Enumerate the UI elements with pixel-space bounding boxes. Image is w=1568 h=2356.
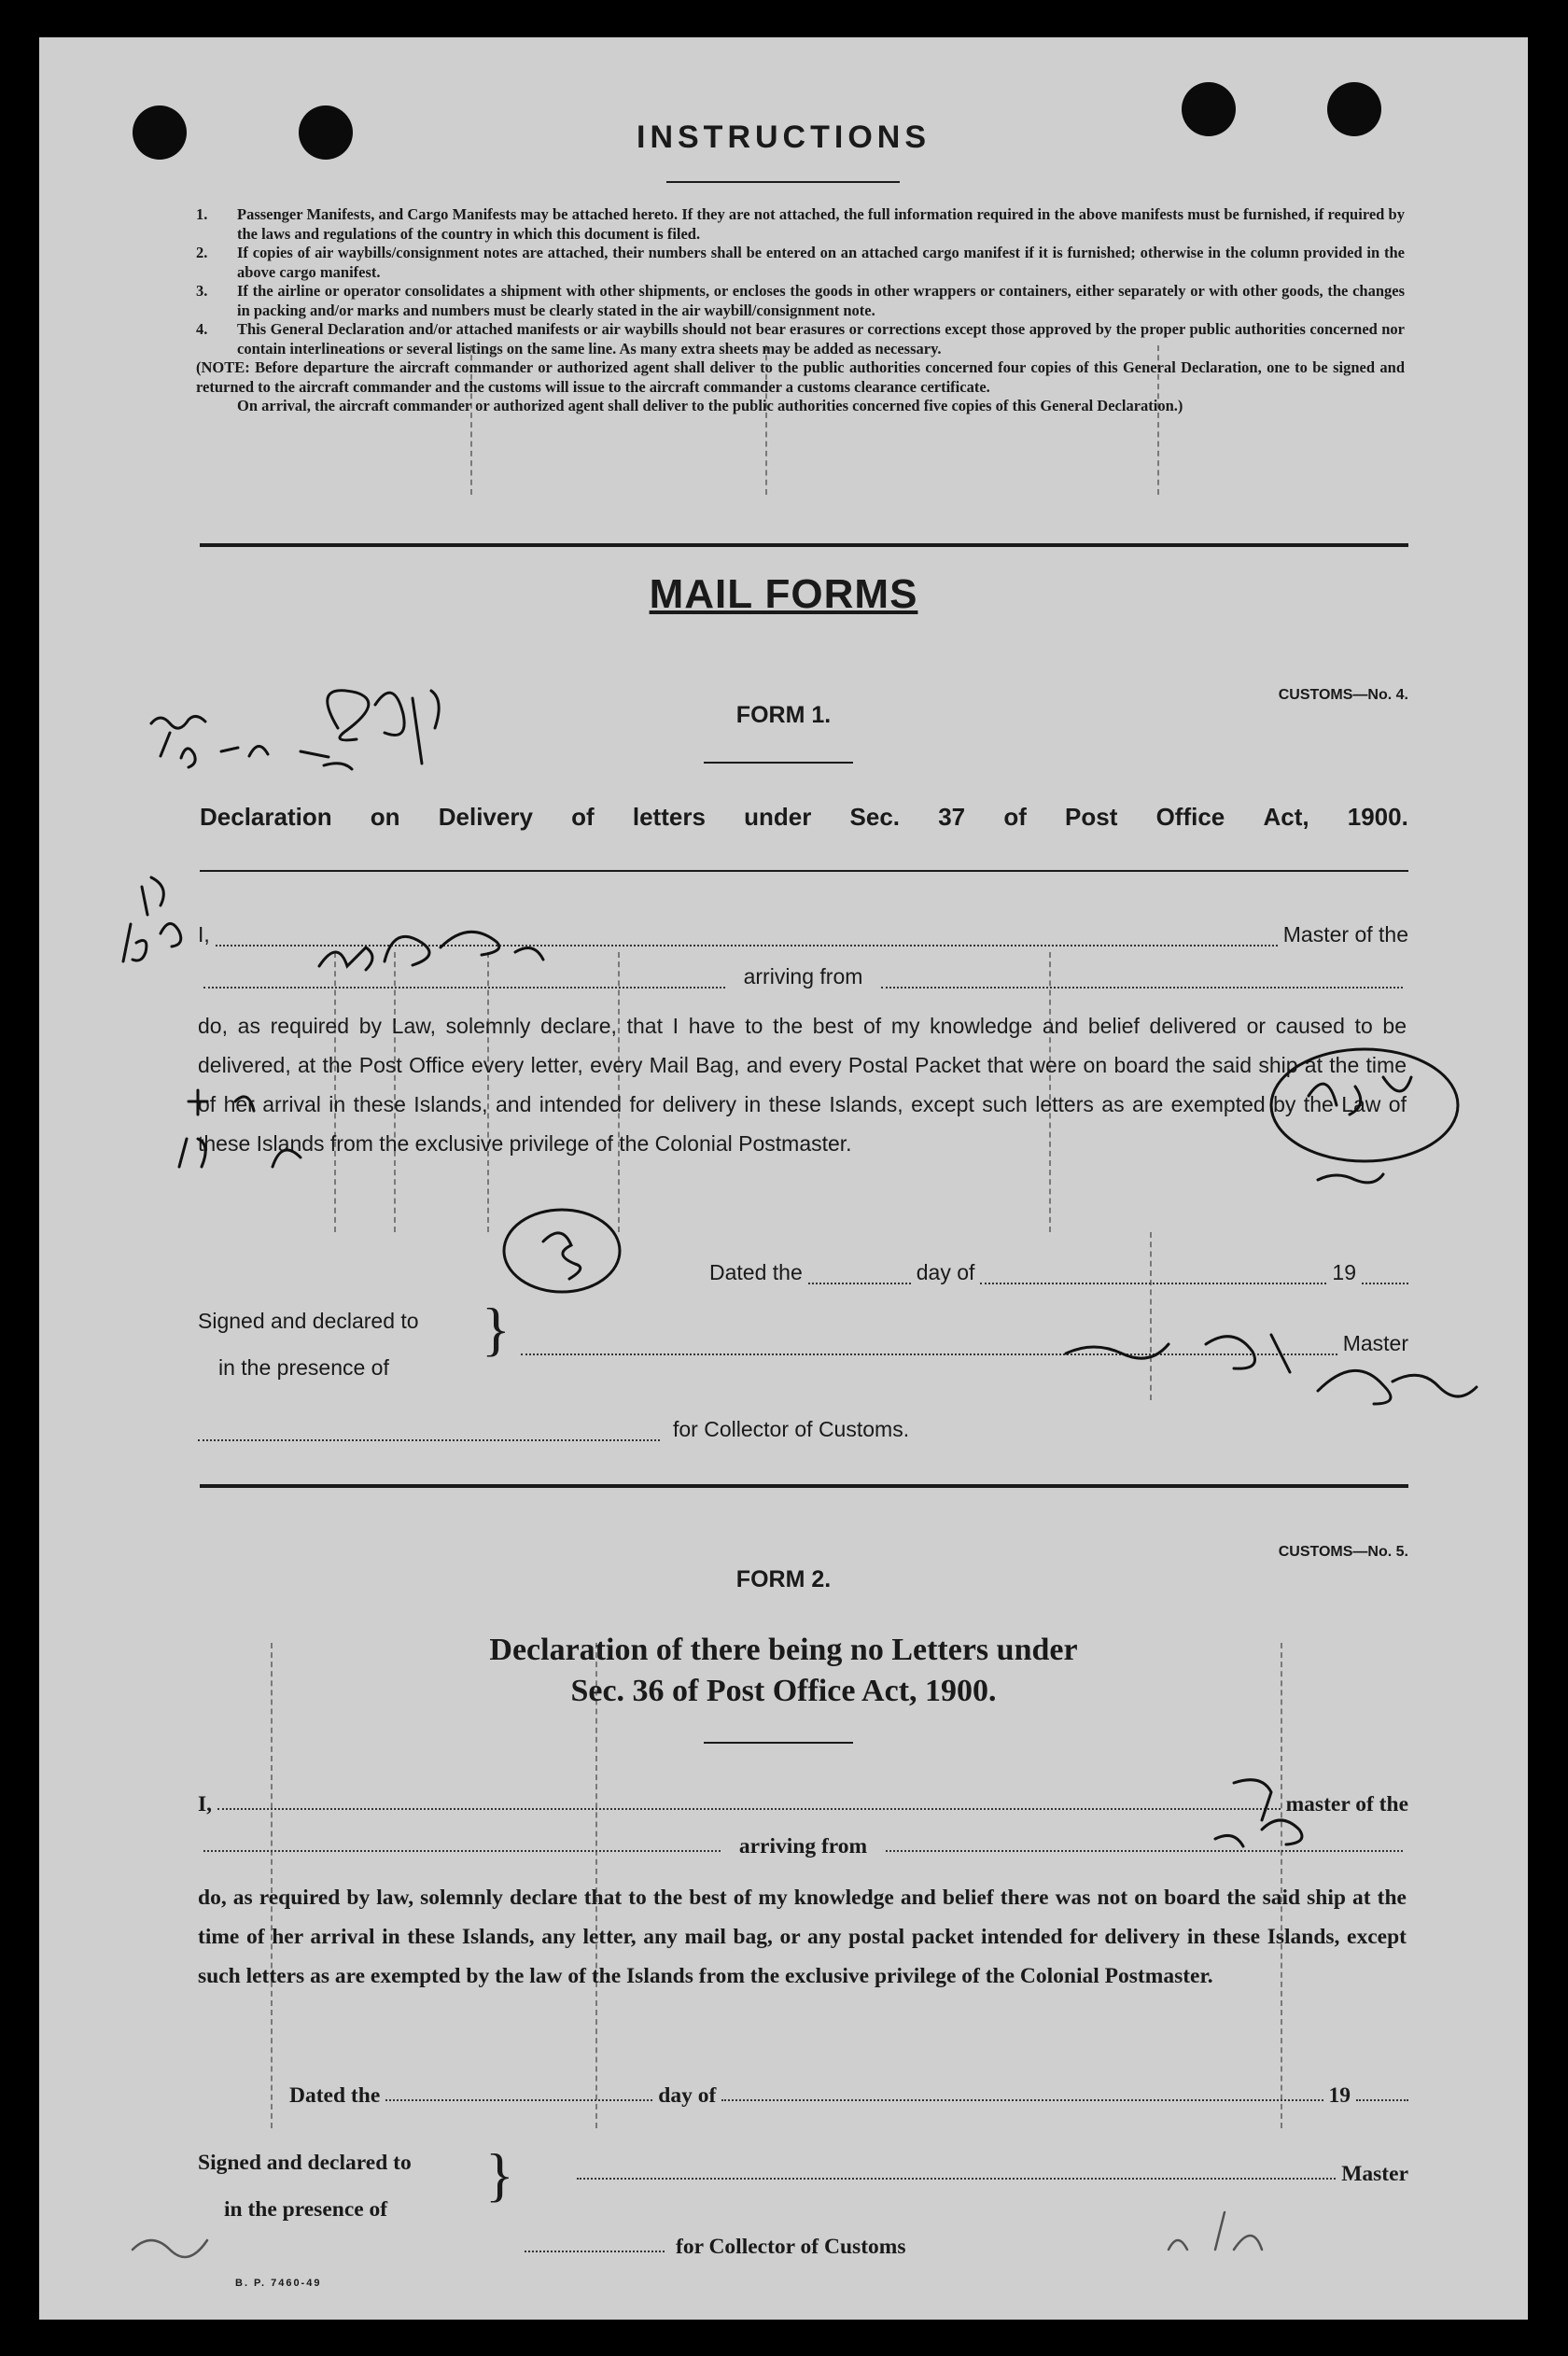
print-code: B. P. 7460-49 (235, 2278, 322, 2289)
form2-master-name-field[interactable] (217, 1808, 1281, 1810)
form1-title-underline (704, 762, 853, 764)
form2-master-of-label: master of the (1285, 1792, 1408, 1816)
form1-date-year-field[interactable] (1362, 1283, 1408, 1284)
form1-collector-signature-field[interactable] (198, 1439, 660, 1441)
heading-word: Declaration (200, 803, 332, 831)
form2-date-month-field[interactable] (721, 2099, 1323, 2101)
form2-date-day-field[interactable] (385, 2099, 652, 2101)
form2-master-signature-field[interactable] (577, 2178, 1336, 2180)
form2-title: FORM 2. (735, 1566, 832, 1592)
instruction-item (196, 244, 1405, 282)
form2-heading-underline (704, 1742, 853, 1744)
handwritten-form2-presence (95, 2194, 1309, 2278)
instructions-title: INSTRUCTIONS (637, 119, 931, 155)
mail-forms-title: MAIL FORMS (649, 571, 918, 617)
instruction-text: This General Declaration and/or attached manifests or air waybills should not bear erasures or corrections except those approved by the proper public authorities concerned nor contain interlineations or several listings on the same line. As many extra sheets may be added as necessary. (237, 320, 1405, 358)
form2-body-text: do, as required by law, solemnly declare that to the best of my knowledge and belief there was not on board the said ship at the time of her arrival in these Islands, any letter, any mail bag, or any postal packet intended for delivery in these Islands, except such letters as are exempted by the law of the Islands from the exclusive privilege of the Colonial Postmaster. (198, 1886, 1407, 1988)
form2-presence-label: in the presence of (224, 2197, 388, 2222)
heading-word: Post (1065, 803, 1118, 831)
instruction-number: 1. (196, 205, 208, 223)
handwritten-circled-number (1253, 1031, 1477, 1199)
form2-signed-label: Signed and declared to (198, 2151, 412, 2175)
form1-collector-label: for Collector of Customs. (673, 1417, 910, 1441)
form1-master-of-label: Master of the (1282, 922, 1408, 947)
form2-i-label: I, (198, 1792, 213, 1816)
form2-heading-line2: Sec. 36 of Post Office Act, 1900. (570, 1674, 997, 1708)
heading-word: Act, (1263, 803, 1309, 831)
form1-body-text: do, as required by Law, solemnly declare, that I have to the best of my knowledge and belief delivered or caused to be delivered, at the Post Office every letter, every Mail Bag, and every Postal Packet that were on board the said ship at the time of her arrival in these Islands, and intended for delivery in these Islands, except such letters as are exempted by the Law of these Islands from the exclusive privilege of the Colonial Postmaster. (198, 1014, 1407, 1156)
heading-word: of (571, 803, 595, 831)
form2-date-year-field[interactable] (1356, 2099, 1408, 2101)
form1-ship-name-field[interactable] (203, 987, 725, 989)
form1-signed-label: Signed and declared to (198, 1309, 419, 1333)
instruction-text: If the airline or operator consolidates a shipment with other shipments, or encloses the goods in other wrappers or containers, either separately or with other goods, the changes in packing and/or marks and numbers must be clearly stated in the air waybill/consignment note. (237, 282, 1405, 319)
form1-date-day-field[interactable] (808, 1283, 911, 1284)
section-divider (200, 543, 1408, 547)
form2-dated-line (289, 2083, 1408, 2109)
form2-master-label: Master (1341, 2162, 1408, 2186)
form2-customs-number: CUSTOMS—No. 5. (1278, 1544, 1408, 1560)
handwritten-margin-notes (161, 1064, 329, 1223)
form-divider (200, 1484, 1408, 1488)
form1-year-label: 19 (1332, 1260, 1356, 1284)
form2-arriving-from-label: arriving from (738, 1834, 868, 1858)
handwritten-master-name (105, 859, 590, 980)
form2-master-sign-line (571, 2162, 1408, 2187)
instruction-note-arrival: On arrival, the aircraft commander or authorized agent shall deliver to the public authorities concerned five copies of this General Declaration.) (237, 397, 1183, 414)
instruction-note: (NOTE: Before departure the aircraft commander or authorized agent shall deliver to the public authorities concerned four copies of this General Declaration, one to be signed and returned to the aircraft commander and the customs will issue to the aircraft commander a customs clearance certificate. (196, 358, 1405, 396)
heading-word: Office (1155, 803, 1225, 831)
heading-word: of (1003, 803, 1027, 831)
handwritten-form2-master (1197, 1755, 1346, 1867)
form1-origin-field[interactable] (881, 987, 1403, 989)
heading-word: Sec. (849, 803, 901, 831)
form1-signed-block (198, 1297, 419, 1391)
form1-brace: } (482, 1296, 511, 1362)
form1-day-of-label: day of (916, 1260, 975, 1284)
instruction-text: Passenger Manifests, and Cargo Manifests may be attached hereto. If they are not attached, the full information required in the above manifests must be furnished, if required by the laws and regulations of the country in which this document is filed. (237, 205, 1405, 243)
instruction-item (196, 282, 1405, 320)
handwritten-number-annotation (133, 653, 543, 793)
heading-word: Delivery (438, 803, 533, 831)
form1-customs-number: CUSTOMS—No. 4. (1278, 687, 1408, 703)
instruction-item (196, 205, 1405, 244)
form2-dated-the-label: Dated the (289, 2083, 381, 2108)
form2-heading-line1: Declaration of there being no Letters under (489, 1633, 1078, 1667)
instructions-title-underline (666, 181, 900, 183)
heading-word: letters (632, 803, 706, 831)
instruction-number: 4. (196, 320, 208, 338)
instruction-text: If copies of air waybills/consignment notes are attached, their numbers shall be entered on an attached cargo manifest if it is furnished; otherwise in the column provided in the above cargo manifest. (237, 244, 1405, 281)
instruction-item (196, 320, 1405, 358)
form1-master-label: Master (1342, 1331, 1408, 1355)
form1-presence-label: in the presence of (218, 1355, 389, 1380)
handwritten-circled-digit (487, 1195, 646, 1307)
form1-date-month-field[interactable] (980, 1283, 1326, 1284)
instructions-list (196, 205, 1405, 416)
form1-arriving-from-label: arriving from (743, 964, 863, 989)
form1-title: FORM 1. (735, 702, 832, 728)
form1-i-label: I, (198, 922, 210, 947)
form1-dated-the-label: Dated the (709, 1260, 803, 1284)
form2-year-label: 19 (1328, 2083, 1351, 2108)
form1-declaration-heading (200, 803, 1408, 832)
form1-dated-line (709, 1253, 1408, 1292)
heading-word: under (744, 803, 812, 831)
instruction-number: 2. (196, 244, 208, 261)
form2-day-of-label: day of (658, 2083, 717, 2108)
form2-declaration-heading (39, 1630, 1528, 1712)
handwritten-master-signature (1057, 1307, 1486, 1419)
heading-word: on (370, 803, 400, 831)
heading-word: 1900. (1347, 803, 1408, 831)
form2-collector-label: for Collector of Customs (676, 2235, 906, 2259)
heading-word: 37 (938, 803, 966, 831)
document-page (39, 37, 1528, 2320)
form2-brace: } (485, 2141, 514, 2208)
instruction-number: 3. (196, 282, 208, 300)
form2-ship-name-field[interactable] (203, 1850, 721, 1852)
